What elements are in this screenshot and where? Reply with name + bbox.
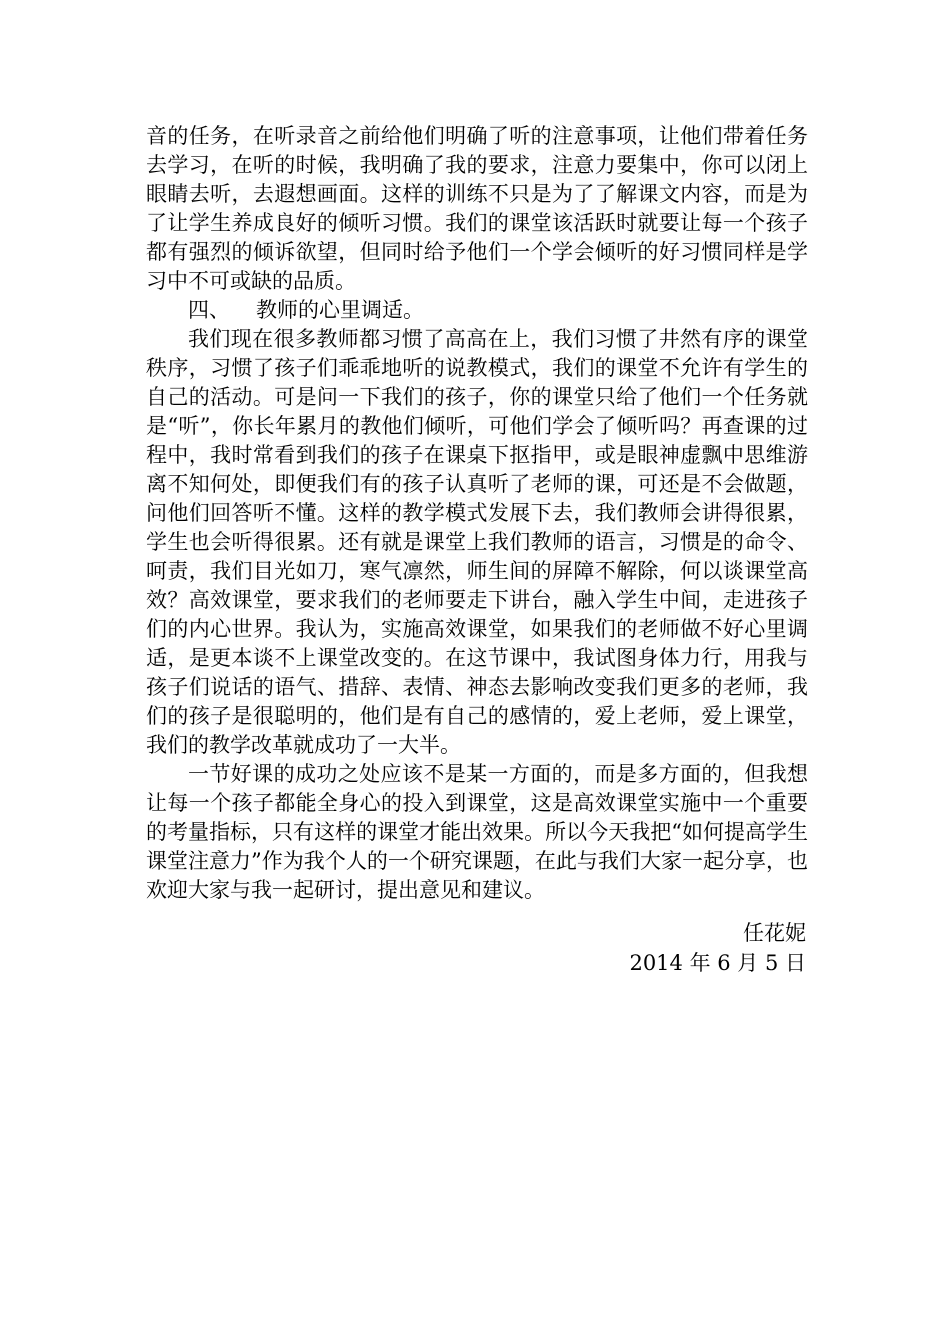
section-heading-4 xyxy=(146,296,808,325)
author-name: 任花妮 xyxy=(743,921,806,945)
section-number: 四、 xyxy=(188,298,230,322)
signature-block xyxy=(146,918,806,978)
paragraph-1: 音的任务，在听录音之前给他们明确了听的注意事项，让他们带着任务去学习，在听的时候，我明确了我的要求，注意力要集中，你可以闭上眼睛去听，去遐想画面。这样的训练不只是为了了解课文内容，而是为了让学生养成良好的倾听习惯。我们的课堂该活跃时就要让每一个孩子都有强烈的倾诉欲望，但同时给予他们一个学会倾听的好习惯同样是学习中不可或缺的品质。 xyxy=(146,124,808,293)
section-title: 教师的心里调适。 xyxy=(256,298,424,322)
document-body xyxy=(146,122,808,905)
paragraph-2: 我们现在很多教师都习惯了高高在上，我们习惯了井然有序的课堂秩序，习惯了孩子们乖乖地听的说教模式，我们的课堂不允许有学生的自己的活动。可是问一下我们的孩子，你的课堂只给了他们一个任务就是“听”，你长年累月的教他们倾听，可他们学会了倾听吗？再查课的过程中，我时常看到我们的孩子在课桌下抠指甲，或是眼神虚飘中思维游离不知何处，即便我们有的孩子认真听了老师的课，可还是不会做题，问他们回答听不懂。这样的教学模式发展下去，我们教师会讲得很累，学生也会听得很累。还有就是课堂上我们教师的语言，习惯是的命令、呵责，我们目光如刀，寒气凛然，师生间的屏障不解除，何以谈课堂高效？高效课堂，要求我们的老师要走下讲台，融入学生中间，走进孩子们的内心世界。我认为，实施高效课堂，如果我们的老师做不好心里调适，是更本谈不上课堂改变的。在这节课中，我试图身体力行，用我与孩子们说话的语气、措辞、表情、神态去影响改变我们更多的老师，我们的孩子是很聪明的，他们是有自己的感情的，爱上老师，爱上课堂，我们的教学改革就成功了一大半。 xyxy=(146,327,808,757)
signature-date: 2014 年 6 月 5 日 xyxy=(629,951,806,975)
paragraph-3: 一节好课的成功之处应该不是某一方面的，而是多方面的，但我想让每一个孩子都能全身心的投入到课堂，这是高效课堂实施中一个重要的考量指标，只有这样的课堂才能出效果。所以今天我把“如何提高学生课堂注意力”作为我个人的一个研究课题，在此与我们大家一起分享，也欢迎大家与我一起研讨，提出意见和建议。 xyxy=(146,762,808,902)
